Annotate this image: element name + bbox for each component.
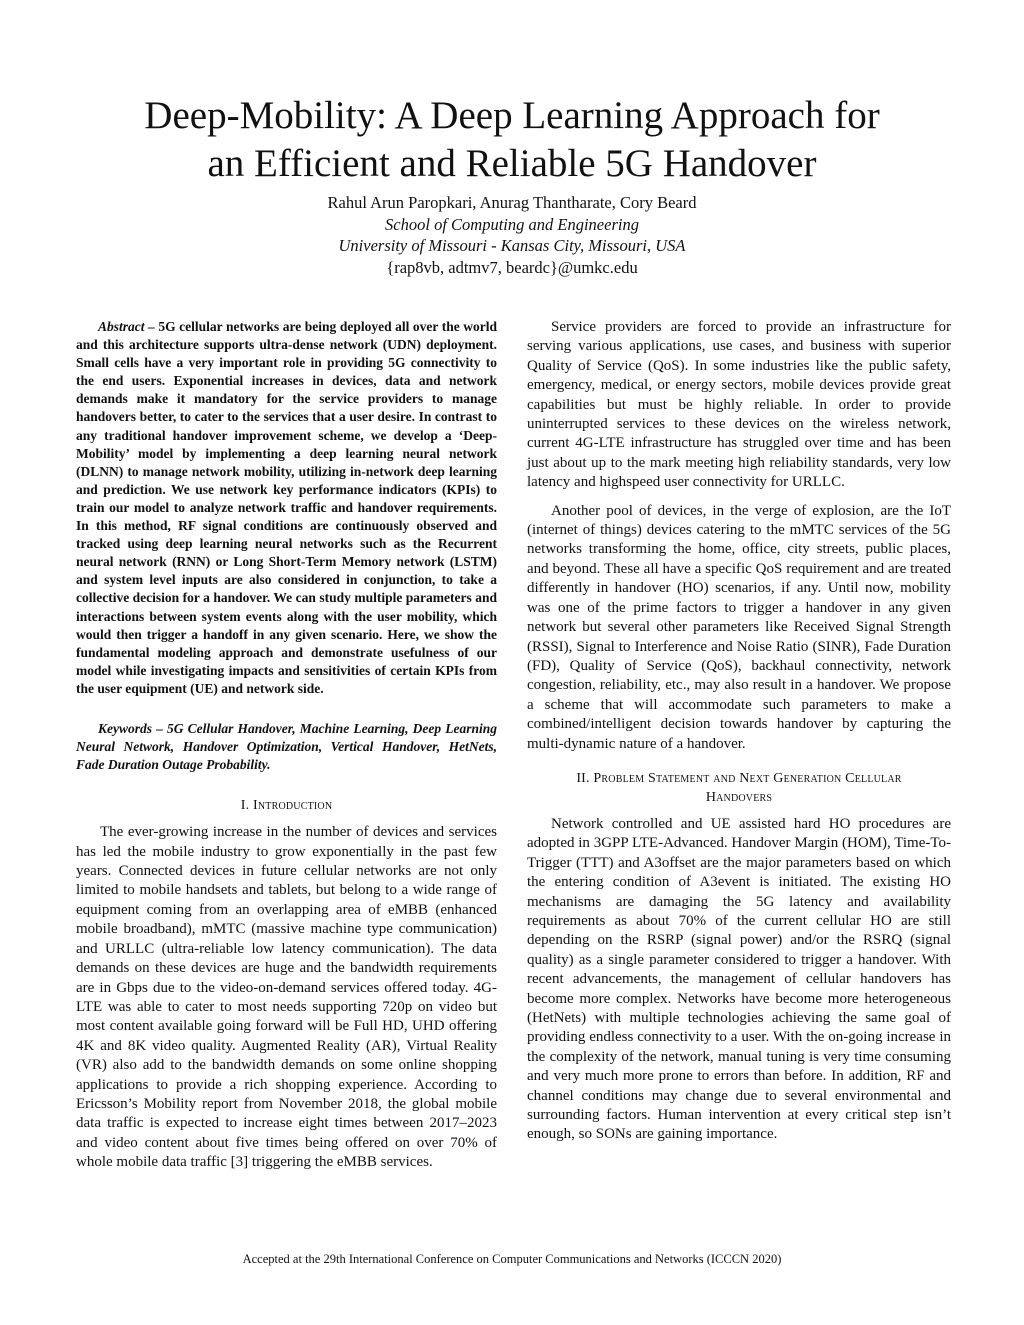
conference-footer: Accepted at the 29th International Conference on Computer Communications and Networks (ICCCN 2020) [242, 1252, 782, 1266]
section-2-heading: II. Problem Statement and Next Generation Cellular Handovers [576, 770, 902, 805]
intro-paragraph: The ever-growing increase in the number of devices and services has led the mobile industry to grow exponentially in the past few years. Connected devices in future cellular networks are not only limited to mobile handsets and tablets, but belong to a wide range of equipment coming from an overlapping area of eMBB (enhanced mobile broadband), mMTC (massive machine type communication) and URLLC (ultra-reliable low latency communication). The data demands on these devices are huge and the bandwidth requirements are in Gbps due to the video-on-demand services offered today. 4G-LTE was able to cater to most needs supporting 720p on video but most content available going forward will be Full HD, UHD offering 4K and 8K video quality. Augmented Reality (AR), Virtual Reality (VR) also add to the bandwidth demands on some online shopping applications to provide a rich shopping experience. According to Ericsson’s Mobility report from November 2018, the global mobile data traffic is expected to increase eight times between 2017–2023 and video content about five times being offered on over 70% of whole mobile data traffic [3] triggering the eMBB services. [76, 824, 497, 1171]
abstract-label: Abstract – [98, 319, 155, 334]
keywords: Keywords – 5G Cellular Handover, Machine Learning, Deep Learning Neural Network, Handover Optimization, Vertical Handover, HetNets, Fade Duration Outage Probability. [76, 720, 497, 773]
paper-title [60, 92, 964, 188]
section-1-heading: I. Introduction [240, 798, 333, 814]
author-block [60, 192, 964, 278]
right-paragraph-2: Another pool of devices, in the verge of explosion, are the IoT (internet of things) devices catering to the mMTC services of the 5G networks transforming the home, office, city streets, public places, and beyond. These all have a specific QoS requirement and are treated differently in handover (HO) scenarios, if any. Until now, mobility was one of the prime factors to trigger a handover in any given network but several other parameters like Received Signal Strength (RSSI), Signal to Interference and Noise Ratio (SINR), Fade Duration (FD), Quality of Service (QoS), backhaul connectivity, network congestion, reliability, etc., may also result in a handover. We propose a scheme that will accommodate such parameters to make a combined/intelligent decision towards handover by capturing the multi-dynamic nature of a handover. [527, 502, 951, 752]
author-university: University of Missouri - Kansas City, Missouri, USA [338, 236, 686, 255]
author-emails: {rap8vb, adtmv7, beardc}@umkc.edu [386, 257, 638, 277]
abstract-text: 5G cellular networks are being deployed all over the world and this architecture supports ultra-dense network (UDN) deployment. Small cells have a very important role in providing 5G connectivity to the end users. Exponential increases in devices, data and network demands make it mandatory for the service providers to manage handovers better, to cater to the services that a user desire. In contrast to any traditional handover improvement scheme, we develop a ‘Deep-Mobility’ model by implementing a deep learning neural network (DLNN) to manage network mobility, utilizing in-network deep learning and prediction. We use network key performance indicators (KPIs) to train our model to analyze network traffic and handover requirements. In this method, RF signal conditions are continuously observed and tracked using deep learning neural networks such as the Recurrent neural network (RNN) or Long Short-Term Memory network (LSTM) and system level inputs are also considered in conjunction, to take a collective decision for a handover. We can study multiple parameters and interactions between system events along with the user mobility, which would then trigger a handoff in any given scenario. Here, we show the fundamental modeling approach and demonstrate usefulness of our model while investigating impacts and sensitivities of certain KPIs from the user equipment (UE) and network side. [76, 319, 497, 696]
title-line-1: Deep-Mobility: A Deep Learning Approach for [144, 94, 880, 137]
abstract [76, 318, 497, 698]
author-names: Rahul Arun Paropkari, Anurag Thantharate, Cory Beard [327, 193, 697, 212]
title-line-2: an Efficient and Reliable 5G Handover [207, 142, 817, 185]
right-paragraph-1: Service providers are forced to provide an infrastructure for serving various applications, use cases, and business with superior Quality of Service (QoS). In some industries like the public safety, emergency, medical, or energy sectors, mobile devices provide great capabilities but must be highly reliable. In order to provide uninterrupted services to these devices on the wireless network, current 4G-LTE infrastructure has struggled over time and has been just about up to the mark meeting high reliability standards, very low latency and highspeed user connectivity for URLLC. [527, 319, 951, 491]
author-school: School of Computing and Engineering [385, 214, 639, 234]
right-column [527, 318, 951, 1145]
left-column [76, 318, 497, 1173]
right-paragraph-3: Network controlled and UE assisted hard HO procedures are adopted in 3GPP LTE-Advanced. Handover Margin (HOM), Time-To-Trigger (TTT) and A3offset are the major parameters based on which the entering condition of A3event is initiated. The existing HO mechanisms are damaging the 5G latency and availability requirements as about 70% of the current cellular HO are still depending on the RSRP (signal power) and/or the RSRQ (signal quality) as a single parameter considered to trigger a handover. With recent advancements, the management of cellular handovers has become more complex. Networks have become more heterogeneous (HetNets) with multiple technologies achieving the same goal of providing endless connectivity to a user. With the on-going increase in the complexity of the network, manual tuning is very time consuming and very much more prone to errors than before. In addition, RF and channel conditions may change due to several environmental and surrounding factors. Human intervention at every critical step isn’t enough, so SONs are gaining importance. [527, 815, 951, 1143]
